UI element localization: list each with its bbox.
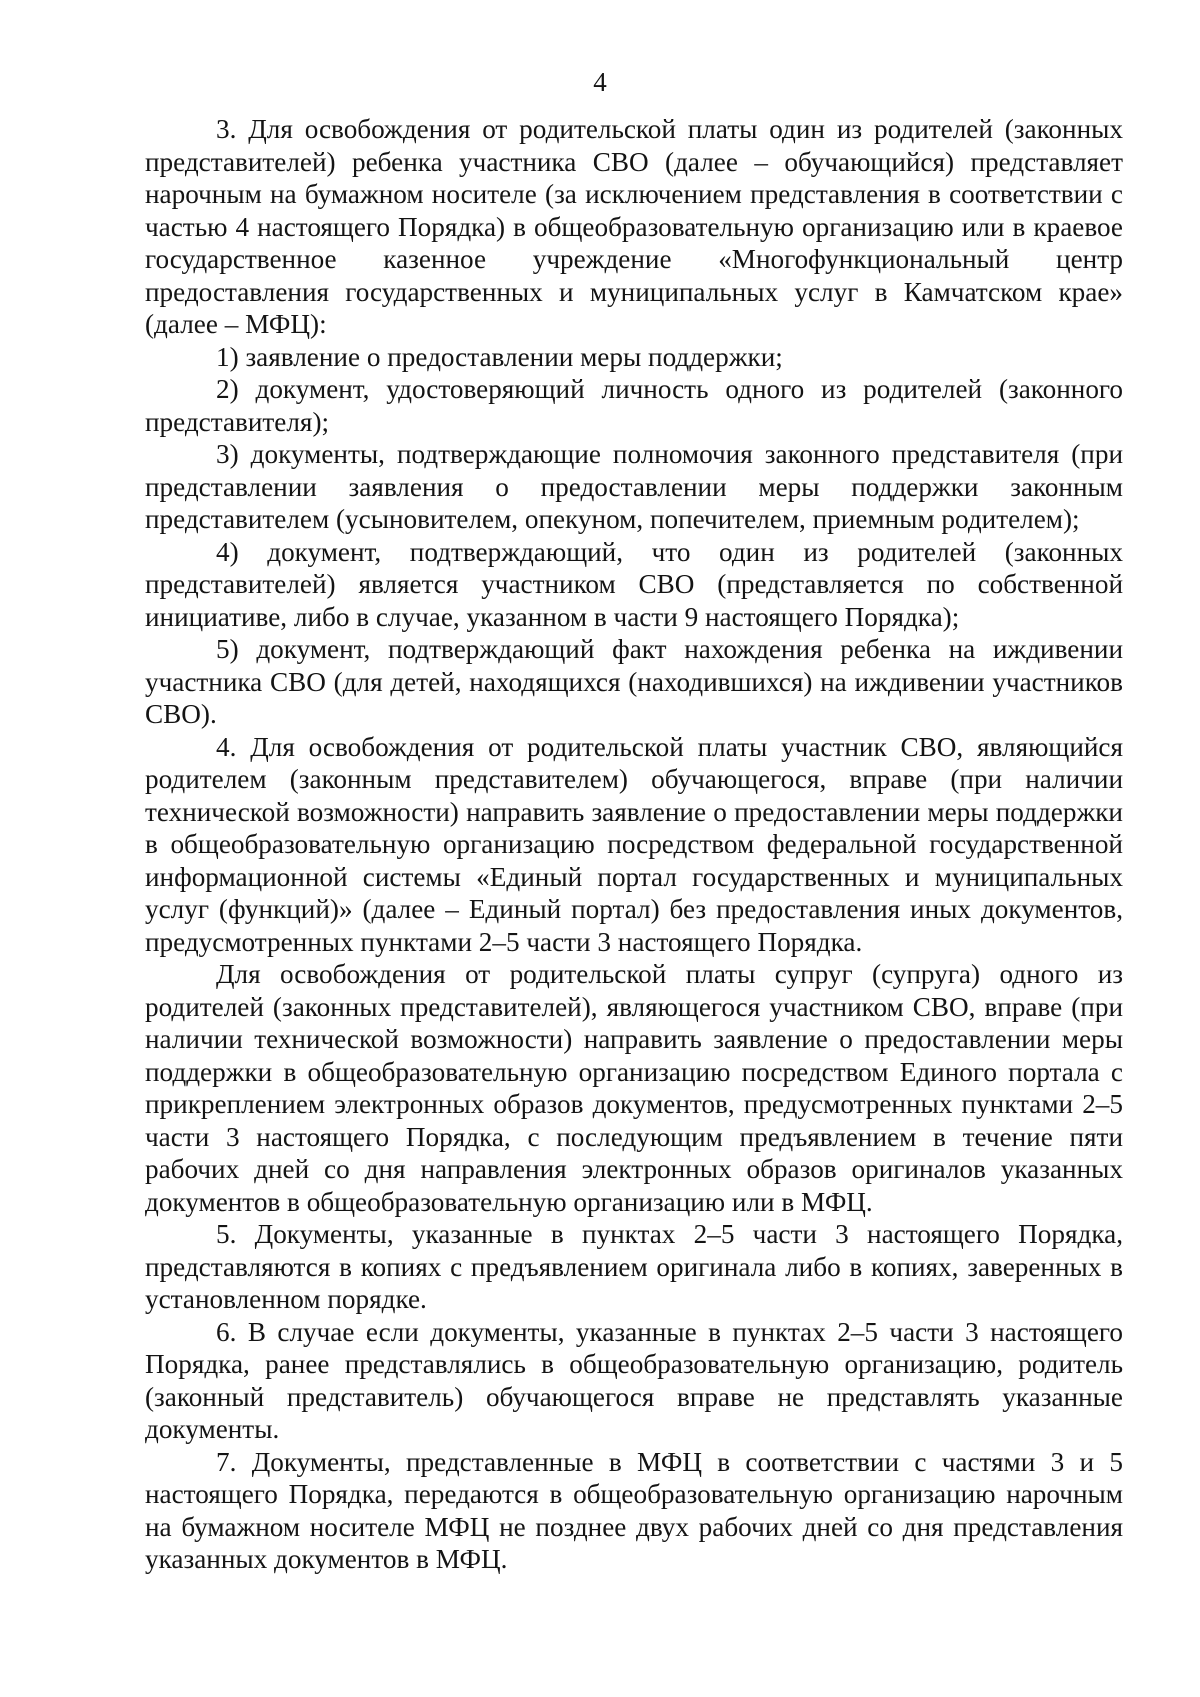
paragraph-part-3: 3. Для освобождения от родительской платы один из родителей (законных представителей) ребенка участника СВО (далее – обучающийся) представляет нарочным на бумажном носителе (за исключением представления в соответствии с частью 4 настоящего Порядка) в общеобразовательную организацию или в краевое государственное казенное учреждение «Многофункциональный центр предоставления государственных и муниципальных услуг в Камчатском крае» (далее – МФЦ):: [145, 114, 1123, 339]
paragraph-part-5: 5. Документы, указанные в пунктах 2–5 части 3 настоящего Порядка, представляются в копиях с предъявлением оригинала либо в копиях, заверенных в установленном порядке.: [145, 1219, 1123, 1314]
paragraph-item-3: 3) документы, подтверждающие полномочия законного представителя (при представлении заявления о предоставлении меры поддержки законным представителем (усыновителем, опекуном, попечителем, приемным родителем);: [145, 439, 1123, 534]
paragraph-part-4-spouse: Для освобождения от родительской платы супруг (супруга) одного из родителей (законных представителей), являющегося участником СВО, вправе (при наличии технической возможности) направить заявление о предоставлении меры поддержки в общеобразовательную организацию посредством Единого портала с прикреплением электронных образов документов, предусмотренных пунктами 2–5 части 3 настоящего Порядка, с последующим предъявлением в течение пяти рабочих дней со дня направления электронных образов оригиналов указанных документов в общеобразовательную организацию или в МФЦ.: [145, 959, 1123, 1217]
document-body: [145, 113, 1123, 1576]
paragraph-item-1: 1) заявление о предоставлении меры поддержки;: [216, 341, 783, 372]
paragraph-item-5: 5) документ, подтверждающий факт нахождения ребенка на иждивении участника СВО (для детей, находящихся (находившихся) на иждивении участников СВО).: [145, 634, 1123, 729]
paragraph-item-4: 4) документ, подтверждающий, что один из родителей (законных представителей) является участником СВО (представляется по собственной инициативе, либо в случае, указанном в части 9 настоящего Порядка);: [145, 536, 1123, 632]
paragraph-part-6: 6. В случае если документы, указанные в пунктах 2–5 части 3 настоящего Порядка, ранее представлялись в общеобразовательную организацию, родитель (законный представитель) обучающегося вправе не представлять указанные документы.: [145, 1316, 1123, 1444]
page-number: 4: [593, 67, 607, 97]
paragraph-part-7: 7. Документы, представленные в МФЦ в соответствии с частями 3 и 5 настоящего Порядка, передаются в общеобразовательную организацию нарочным на бумажном носителе МФЦ не позднее двух рабочих дней со дня представления указанных документов в МФЦ.: [145, 1446, 1123, 1574]
paragraph-part-4: 4. Для освобождения от родительской платы участник СВО, являющийся родителем (законным представителем) обучающегося, вправе (при наличии технической возможности) направить заявление о предоставлении меры поддержки в общеобразовательную организацию посредством федеральной государственной информационной системы «Единый портал государственных и муниципальных услуг (функций)» (далее – Единый портал) без предоставления иных документов, предусмотренных пунктами 2–5 части 3 настоящего Порядка.: [145, 731, 1123, 957]
paragraph-item-2: 2) документ, удостоверяющий личность одного из родителей (законного представителя);: [145, 374, 1123, 437]
